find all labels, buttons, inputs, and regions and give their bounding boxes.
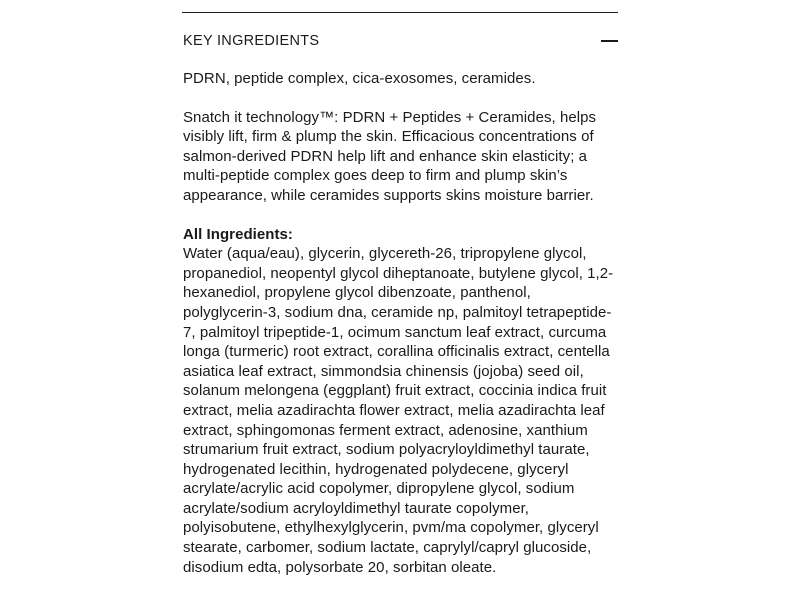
accordion-header[interactable] [182,13,618,67]
ingredients-summary: PDRN, peptide complex, cica-exosomes, ceramides. [183,70,536,87]
minus-icon[interactable] [601,40,618,42]
accordion-title: KEY INGREDIENTS [183,33,320,49]
all-ingredients-label: All Ingredients: [183,225,293,243]
key-ingredients-accordion [182,12,618,577]
all-ingredients-list: Water (aqua/eau), glycerin, glycereth-26, tripropylene glycol, propanediol, neopentyl glycol diheptanoate, butylene glycol, 1,2-hexanediol, propylene glycol dibenzoate, panthenol, polyglycerin-3, sodium dna, ceramide np, palmitoyl tetrapeptide-7, palmitoyl tripeptide-1, ocimum sanctum leaf extract, curcuma longa (turmeric) root extract, corallina officinalis extract, centella asiatica leaf extract, simmondsia chinensis (jojoba) seed oil, solanum melongena (eggplant) fruit extract, coccinia indica fruit extract, melia azadirachta flower extract, melia azadirachta leaf extract, sphingomonas ferment extract, adenosine, xanthium strumarium fruit extract, sodium polyacryloyldimethyl taurate, hydrogenated lecithin, hydrogenated polydecene, glyceryl acrylate/acrylic acid copolymer, dipropylene glycol, sodium acrylate/sodium acryloyldimethyl taurate copolymer, polyisobutene, ethylhexylglycerin, pvm/ma copolymer, glyceryl stearate, carbomer, sodium lactate, caprylyl/capryl glucoside, disodium edta, polysorbate 20, sorbitan oleate. [183,245,614,576]
technology-description: Snatch it technology™: PDRN + Peptides + Ceramides, helps visibly lift, firm & plump the skin. Efficacious concentrations of salmon-derived PDRN help lift and enhance skin elasticity; a multi-peptide complex goes deep to firm and plump skin’s appearance, while ceramides supports skins moisture barrier. [183,108,597,204]
accordion-content [182,69,618,577]
